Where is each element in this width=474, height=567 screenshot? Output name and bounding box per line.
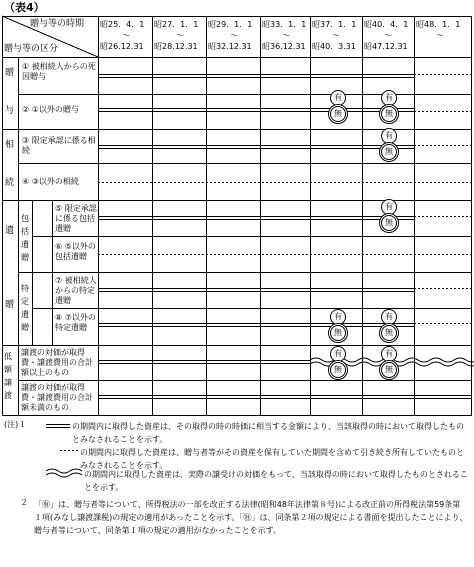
mark-yu: 有 [330, 309, 346, 325]
col1-from: 昭25．4．1 [100, 20, 145, 29]
note-2: 「㊒」は、贈与者等について、所得税法の一部を改正する法律(昭和48年法律第８号)による改正前の所得税法第59条第１項(みなし譲渡課税)の規定の適用があったことを示す。「㊓」は、同条第２項の規定による書面を提出したことにより、贈与者等について、同条第１項の規定の適用がなかったことを示す。 [34, 500, 468, 535]
row6-label: ⑥ ⑤以外の包括遺贈 [55, 242, 96, 261]
group-gift-char1: 贈 [5, 68, 15, 78]
col2-tilde: ～ [176, 31, 184, 40]
mark-yu: 有 [381, 199, 397, 215]
note-1b: の期間内に取得した資産は、贈与者等がその資産を保有していた期間を含めて引き続き所有していたものとみなされることを示す。 [80, 448, 464, 470]
group-gift-char2: 与 [5, 106, 15, 116]
row4-label: ④ ③以外の相続 [22, 177, 79, 186]
mark-mu: 無 [381, 362, 397, 378]
period-header-label: 贈与等の時期 [30, 19, 85, 29]
mark-yu: 有 [330, 346, 346, 362]
col1-to: 昭26.12.31 [100, 42, 144, 51]
col6-tilde: ～ [384, 31, 392, 40]
row5-label: ⑤ 限定承認に係る包括遺贈 [55, 204, 97, 233]
category-header-label: 贈与等の区分 [4, 44, 59, 54]
mark-yu: 有 [381, 309, 397, 325]
mark-mu: 無 [330, 325, 346, 341]
col7-from: 昭48．1．1 [416, 20, 461, 29]
col1-tilde: ～ [122, 31, 130, 40]
group-inherit-char2: 続 [5, 178, 15, 188]
row2-label: ② ①以外の贈与 [22, 105, 79, 114]
col4-tilde: ～ [282, 31, 290, 40]
notes-prefix: (注)１ [4, 420, 27, 429]
mark-mu: 無 [381, 215, 397, 231]
note-2-num: ２ [20, 498, 28, 507]
col6-from: 昭40．4．1 [364, 20, 409, 29]
row3-label: ③ 限定承認に係る相続 [22, 136, 96, 155]
row7-label: ⑦ 被相続人からの特定遺贈 [55, 276, 97, 305]
col3-tilde: ～ [230, 31, 238, 40]
mark-yu: 有 [381, 90, 397, 106]
group-bequest-char2: 贈 [5, 300, 15, 310]
row8-label: ⑧ ⑦以外の特定遺贈 [55, 313, 96, 332]
col7-tilde: ～ [436, 31, 444, 40]
mark-mu: 無 [381, 325, 397, 341]
group-bequest-char: 遺 [5, 226, 15, 236]
note-1a: の期間内に取得した資産は、その取得の時の時価に相当する金額により、当該取得の時において取得したものとみなされることを示す。 [72, 422, 464, 444]
col3-to: 昭32.12.31 [208, 42, 252, 51]
subgroup-general-bequest: 包括遺贈 [21, 214, 29, 262]
col2-to: 昭28.12.31 [154, 42, 198, 51]
col3-from: 昭29．1．1 [208, 20, 253, 29]
row10-label: 譲渡の対価が取得費・譲渡費用の合計額未満のもの [21, 383, 93, 412]
col2-from: 昭27．1．1 [154, 20, 199, 29]
mark-mu: 無 [381, 106, 397, 122]
mark-mu: 無 [330, 362, 346, 378]
row1-label: ① 被相続人からの死因贈与 [22, 62, 96, 81]
row9-label: 譲渡の対価が取得費・譲渡費用の合計額以上のもの [21, 348, 93, 377]
col5-to: 昭40．3.31 [312, 42, 356, 51]
note-1c: の期間内に取得した資産は、実際の譲受けの対価をもって、当該取得の時において取得したものとされることを示す。 [84, 470, 468, 492]
mark-yu: 有 [381, 346, 397, 362]
subgroup-specific-bequest: 特定遺贈 [21, 284, 29, 332]
col4-from: 昭33．1．1 [262, 20, 307, 29]
mark-yu: 有 [381, 128, 397, 144]
group-low-price: 低額譲渡 [4, 352, 12, 400]
table-title: （表4） [4, 1, 45, 14]
mark-yu: 有 [330, 90, 346, 106]
col6-to: 昭47.12.31 [364, 42, 408, 51]
col5-tilde: ～ [332, 31, 340, 40]
mark-mu: 無 [330, 106, 346, 122]
col5-from: 昭37．1．1 [312, 20, 357, 29]
group-inherit-char1: 相 [5, 140, 15, 150]
col4-to: 昭36.12.31 [262, 42, 306, 51]
mark-mu: 無 [381, 144, 397, 160]
